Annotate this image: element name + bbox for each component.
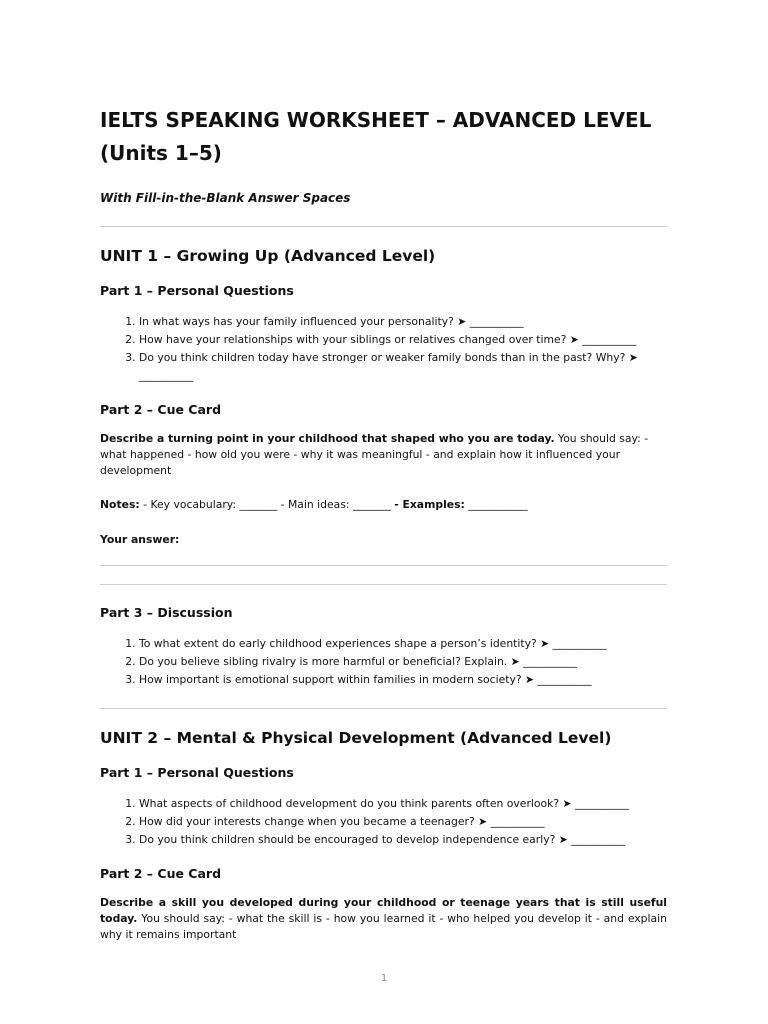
- question-item: 3. Do you think children should be encouraged to develop independence early? ➤ __________: [139, 831, 667, 849]
- question-item: 3. Do you think children today have stronger or weaker family bonds than in the past? Why? ➤ __________: [139, 349, 667, 385]
- cue-card-prompt: Describe a turning point in your childhood that shaped who you are today.: [100, 432, 555, 445]
- worksheet-title: [100, 104, 667, 170]
- unit2-part1-title: Part 1 – Personal Questions: [100, 765, 294, 780]
- worksheet-title-line1: IELTS SPEAKING WORKSHEET – ADVANCED LEVEL: [100, 108, 652, 132]
- divider: [100, 584, 667, 585]
- question-item: 1. To what extent do early childhood experiences shape a person’s identity? ➤ __________: [139, 635, 667, 653]
- unit1-part1-questions: [100, 313, 667, 385]
- your-answer-label: [100, 532, 667, 548]
- unit2-part2-title: Part 2 – Cue Card: [100, 866, 222, 881]
- divider: [100, 708, 667, 709]
- notes-blanks: - Key vocabulary: _______ - Main ideas: _______: [139, 498, 395, 511]
- question-item: 2. How did your interests change when you became a teenager? ➤ __________: [139, 813, 667, 831]
- question-item: 2. Do you believe sibling rivalry is more harmful or beneficial? Explain. ➤ __________: [139, 653, 667, 671]
- question-item: 1. In what ways has your family influenced your personality? ➤ __________: [139, 313, 667, 331]
- divider: [100, 226, 667, 227]
- unit1-title: UNIT 1 – Growing Up (Advanced Level): [100, 247, 436, 265]
- cue-card-details: You should say: - what happened - how old you were - why it was meaningful - and explain how it influenced your development: [100, 432, 649, 477]
- unit2-cue-card-text: [100, 895, 667, 943]
- unit1-cue-card-text: [100, 431, 667, 479]
- unit2-title: UNIT 2 – Mental & Physical Development (Advanced Level): [100, 729, 612, 747]
- cue-card-details: You should say: - what the skill is - how you learned it - who helped you develop it - and explain why it remains important: [100, 912, 667, 941]
- unit1-part2-title: Part 2 – Cue Card: [100, 402, 222, 417]
- unit1-notes: [100, 497, 667, 513]
- question-item: 3. How important is emotional support within families in modern society? ➤ __________: [139, 671, 667, 689]
- worksheet-title-line2: (Units 1–5): [100, 141, 222, 165]
- worksheet-content: [100, 104, 667, 943]
- examples-label: - Examples:: [394, 498, 465, 511]
- question-item: 2. How have your relationships with your siblings or relatives changed over time? ➤ __________: [139, 331, 667, 349]
- unit2-part1-questions: [100, 795, 667, 849]
- worksheet-subtitle: With Fill-in-the-Blank Answer Spaces: [100, 191, 351, 205]
- question-item: 1. What aspects of childhood development do you think parents often overlook? ➤ __________: [139, 795, 667, 813]
- your-answer-label-text: Your answer:: [100, 533, 180, 546]
- answer-line: [100, 565, 667, 566]
- notes-label: Notes:: [100, 498, 140, 511]
- examples-blank: ___________: [464, 498, 528, 511]
- unit1-part1-title: Part 1 – Personal Questions: [100, 283, 294, 298]
- cue-card-prompt: Describe a skill you developed during your childhood or teenage years that is still useful today.: [100, 896, 667, 925]
- unit1-part3-questions: [100, 635, 667, 689]
- page-number: 1: [380, 973, 388, 984]
- unit1-part3-title: Part 3 – Discussion: [100, 605, 233, 620]
